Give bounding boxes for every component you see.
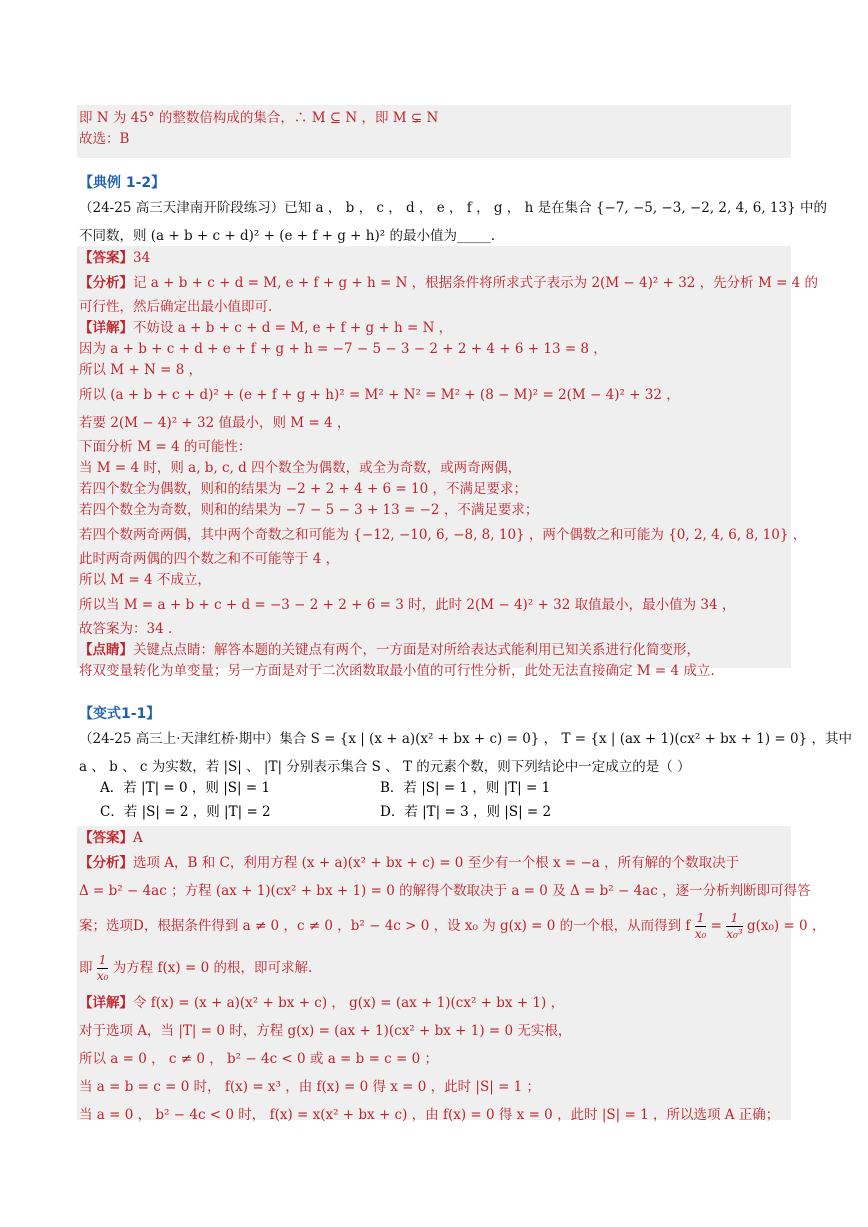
detail-line: 所以 (a + b + c + d)² + (e + f + g + h)² = M² + N² = M² + (8 − M)² = 2(M − 4)² + 32 ， [79,387,680,403]
detail-line: 故答案为：34 . [79,621,173,637]
fraction: $\frac{1}{\text{x₀}}$ [96,953,109,983]
analysis-tag: 【分析】 [79,855,133,871]
detail-line: 当 M = 4 时，则 a, b, c, d 四个数全为偶数，或全为奇数，或两奇两偶， [79,460,522,476]
analysis-text-1: 记 a + b + c + d = M, e + f + g + h = N ，根据条件将所求式子表示为 2(M − 4)² + 32 ，先分析 M = 4 的 [133,275,819,291]
detail-tag: 【详解】 [79,995,133,1011]
comment-text-1: 关键点点睛：解答本题的关键点有两个，一方面是对所给表达式能利用已知关系进行化简变形， [133,642,700,658]
variant-question-line-1: （24-25 高三上·天津红桥·期中）集合 S = {x | (x + a)(x² + bx + c) = 0} ， T = {x | (ax + 1)(cx² + bx + 1) = 0} ，其中 [79,731,852,747]
variant-1-1-section [77,703,852,781]
answer-value: 34 [133,250,151,266]
detail-line: 所以 M = 4 不成立， [79,572,211,588]
analysis-line-1 [77,269,819,297]
variant-analysis-line-3: 案；选项D，根据条件得到 a ≠ 0 ，c ≠ 0 ，b² − 4c > 0 ，设 x₀ 为 g(x) = 0 的一个根，从而得到 f $\frac{1}{\text{x₀}}$ = $\frac{1}{\text{x₀³}}$ g(x₀) = 0 ， [79,911,826,941]
fraction: $\frac{1}{\text{x₀³}}$ [726,911,743,941]
detail-tag: 【详解】 [79,320,133,336]
variant-answer-line [77,828,791,849]
comment-line-2: 将双变量转化为单变量；另一方面是对于二次函数取最小值的可行性分析，此处无法直接确定 M = 4 成立. [79,663,715,679]
example-heading: 【典例 1-2】 [79,175,166,191]
prev-solution-block [77,105,791,158]
answer-tag: 【答案】 [79,830,133,846]
variant-analysis-line-4: 即 $\frac{1}{\text{x₀}}$ 为方程 f(x) = 0 的根，即可求解. [79,953,313,983]
answer-value: A [133,830,143,846]
detail-line: 若四个数全为偶数，则和的结果为 −2 + 2 + 4 + 6 = 10 ，不满足要求； [79,481,528,497]
example-solution-block [77,246,819,679]
variant-detail-line: 对于选项 A，当 |T| = 0 时，方程 g(x) = (ax + 1)(cx² + bx + 1) = 0 无实根， [79,1023,572,1039]
prev-choice-line: 故选：B [79,131,130,147]
detail-line: 此时两奇两偶的四个数之和不可能等于 4 ， [79,551,340,567]
detail-line: 因为 a + b + c + d + e + f + g + h = −7 − 5 − 3 − 2 + 2 + 4 + 6 + 13 = 8 ， [79,341,607,357]
detail-line-0 [77,318,791,339]
fraction: $\frac{1}{\text{x₀}}$ [694,911,707,941]
question-line-2: 不同数，则 (a + b + c + d)² + (e + f + g + h)² 的最小值为_____. [79,228,495,244]
comment-line-1 [77,640,791,661]
choice-option-b[interactable]: B．若 |S| = 1 ，则 |T| = 1 [380,780,551,796]
detail-line: 若要 2(M − 4)² + 32 值最小，则 M = 4 ， [79,415,351,431]
detail-text: 令 f(x) = (x + a)(x² + bx + c) ， g(x) = (ax + 1)(cx² + bx + 1) ， [133,995,565,1011]
analysis-line-2: 可行性，然后确定出最小值即可. [79,299,273,315]
variant-analysis-line-2: Δ = b² − 4ac ；方程 (ax + 1)(cx² + bx + 1) = 0 的解得个数取决于 a = 0 及 Δ = b² − 4ac ，逐一分析判断即可得答 [79,883,811,899]
detail-text: 不妨设 a + b + c + d = M, e + f + g + h = N ， [133,320,453,336]
answer-line [77,248,791,269]
prev-solution-line: 即 N 为 45° 的整数倍构成的集合，∴ M ⊆ N ，即 M ⊊ N [79,110,439,126]
analysis-text-1: 选项 A，B 和 C，利用方程 (x + a)(x² + bx + c) = 0 至少有一个根 x = −a ，所有解的个数取决于 [133,855,740,871]
choice-option-c[interactable]: C．若 |S| = 2 ，则 |T| = 2 [100,804,271,820]
variant-detail-line: 当 a = b = c = 0 时， f(x) = x³ ，由 f(x) = 0 得 x = 0 ，此时 |S| = 1 ； [79,1079,541,1095]
analysis-tag: 【分析】 [79,275,133,291]
answer-tag: 【答案】 [79,250,133,266]
variant-detail-line-0 [77,989,791,1017]
variant-solution-block [77,826,826,1123]
variant-question-line-2: a 、 b 、 c 为实数，若 |S| 、 |T| 分别表示集合 S 、 T 的元素个数，则下列结论中一定成立的是（ ） [79,759,691,775]
detail-line: 若四个数全为奇数，则和的结果为 −7 − 5 − 3 + 13 = −2 ，不满足要求； [79,502,539,518]
question-line-1: （24-25 高三天津南开阶段练习）已知 a ， b ， c ， d ， e ， f ， g ， h 是在集合 {−7, −5, −3, −2, 2, 4, 6, 13} 中的 [79,200,827,216]
choice-options [100,776,660,824]
example-1-2-section [77,172,827,250]
variant-detail-line: 所以 a = 0 ， c ≠ 0 ， b² − 4c < 0 或 a = b = c = 0 ； [79,1051,439,1067]
variant-analysis-line-1 [77,849,791,877]
choice-option-a[interactable]: A．若 |T| = 0 ，则 |S| = 1 [100,780,271,796]
choice-option-d[interactable]: D．若 |T| = 3 ，则 |S| = 2 [380,804,552,820]
detail-line: 所以当 M = a + b + c + d = −3 − 2 + 2 + 6 = 3 时，此时 2(M − 4)² + 32 取值最小，最小值为 34 ， [79,597,736,613]
variant-detail-line: 当 a = 0 ， b² − 4c < 0 时， f(x) = x(x² + bx + c) ，由 f(x) = 0 得 x = 0 ，此时 |S| = 1 ，所以选项 A 正确； [79,1107,780,1123]
detail-line: 下面分析 M = 4 的可能性： [79,439,252,455]
detail-line: 若四个数两奇两偶，其中两个奇数之和可能为 {−12, −10, 6, −8, 8, 10} ，两个偶数之和可能为 {0, 2, 4, 6, 8, 10} ， [79,527,807,543]
variant-heading: 【变式1-1】 [79,706,161,722]
comment-tag: 【点睛】 [79,642,133,658]
detail-line: 所以 M + N = 8 ， [79,362,203,378]
